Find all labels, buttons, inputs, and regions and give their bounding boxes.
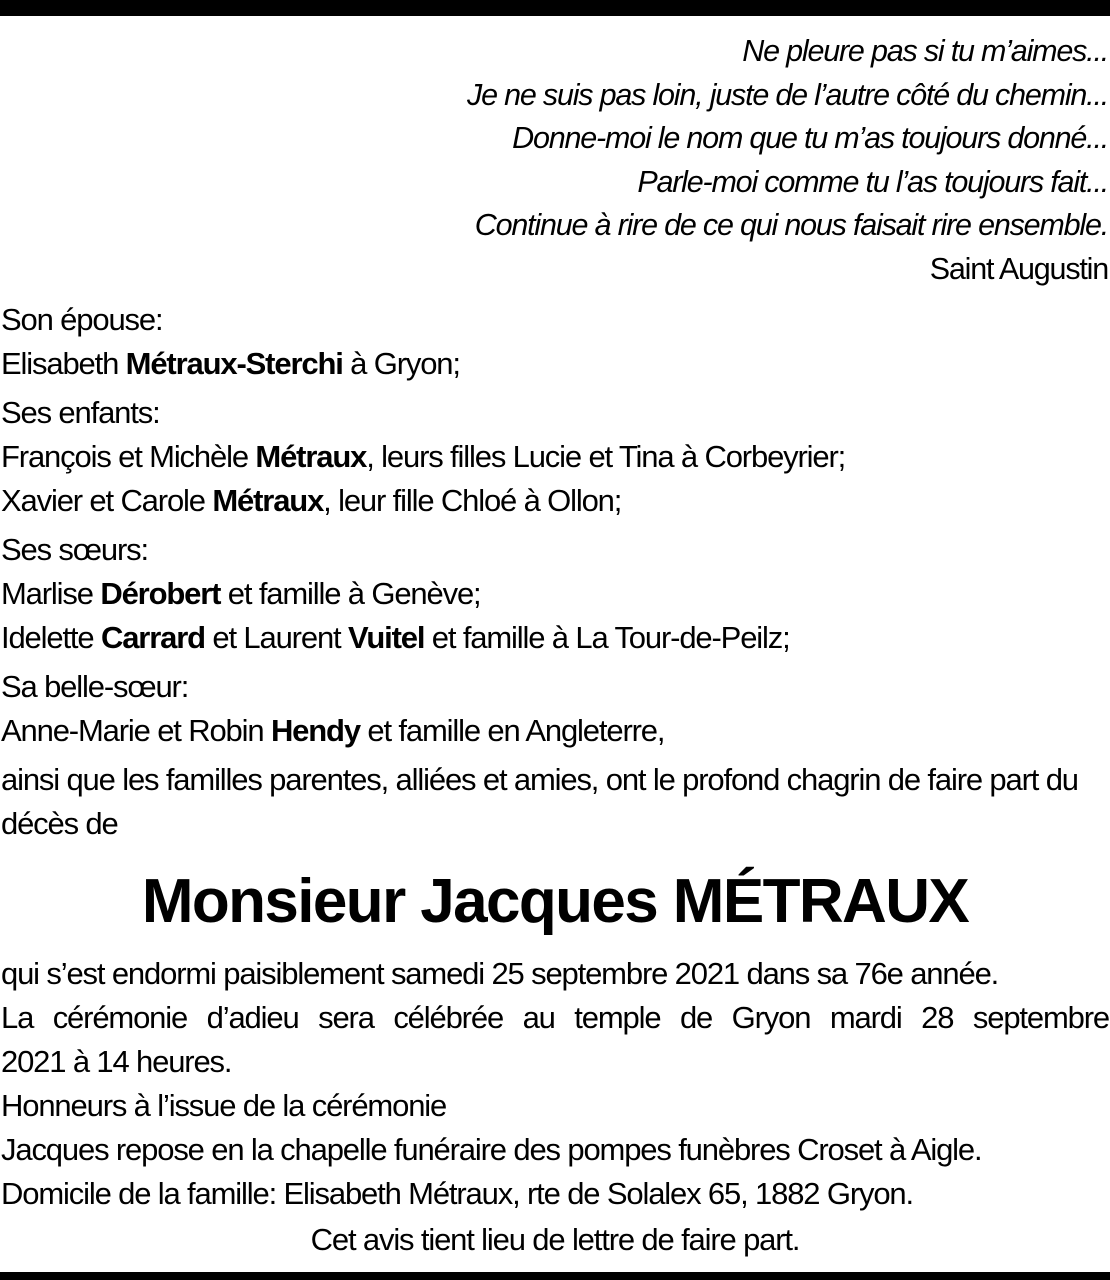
detail-line: 2021 à 14 heures. [1, 1044, 232, 1079]
child-line [1, 435, 1109, 479]
sisterinlaw-first: Anne-Marie et Robin [1, 713, 264, 748]
sister-last: Carrard [100, 620, 205, 655]
sister-line [1, 616, 1109, 660]
poem-line: Donne-moi le nom que tu m’as toujours donné... [512, 121, 1108, 156]
sister-rest: et famille à Genève; [227, 576, 481, 611]
child-first: François et Michèle [1, 439, 248, 474]
child-first: Xavier et Carole [1, 483, 205, 518]
sister-line [1, 572, 1109, 616]
child-last: Métraux [212, 483, 324, 518]
family-notice [1, 298, 1109, 846]
child-line [1, 479, 1109, 523]
bottom-border-rule [0, 1272, 1110, 1280]
sisters-heading: Ses sœurs: [1, 532, 148, 567]
children-group [1, 391, 1109, 523]
sisterinlaw-last: Hendy [270, 713, 360, 748]
spouse-line [1, 342, 1109, 386]
sisters-group [1, 528, 1109, 660]
sister-first: Idelette [1, 620, 94, 655]
sister-partner: et Laurent [212, 620, 341, 655]
spouse-rest: à Gryon; [350, 346, 460, 381]
sisterinlaw-line [1, 709, 1109, 753]
detail-line: qui s’est endormi paisiblement samedi 25 septembre 2021 dans sa 76e année. [1, 956, 999, 991]
sister-last: Dérobert [100, 576, 221, 611]
sisterinlaw-group [1, 665, 1109, 753]
detail-line: Domicile de la famille: Elisabeth Métraux, rte de Solalex 65, 1882 Gryon. [1, 1176, 913, 1211]
top-border-rule [0, 0, 1110, 16]
poem-line: Parle-moi comme tu l’as toujours fait... [637, 164, 1108, 199]
detail-line: La cérémonie d’adieu sera célébrée au temple de Gryon mardi 28 septembre [1, 1000, 1109, 1035]
child-last: Métraux [255, 439, 367, 474]
sister-first: Marlise [1, 576, 93, 611]
spouse-last: Métraux-Sterchi [125, 346, 343, 381]
child-rest: , leurs filles Lucie et Tina à Corbeyrier; [366, 439, 846, 474]
detail-line: Jacques repose en la chapelle funéraire des pompes funèbres Croset à Aigle. [1, 1132, 982, 1167]
poem-line: Je ne suis pas loin, juste de l’autre côté du chemin... [467, 77, 1108, 112]
poem-line: Ne pleure pas si tu m’aimes... [742, 34, 1108, 68]
spouse-heading: Son épouse: [1, 302, 163, 337]
ceremony-details [1, 952, 1109, 1216]
sister-partner-last: Vuitel [347, 620, 425, 655]
announcement-text: ainsi que les familles parentes, alliées et amies, ont le profond chagrin de faire part du décès de [1, 762, 1078, 841]
spouse-first: Elisabeth [1, 346, 119, 381]
sisterinlaw-heading: Sa belle-sœur: [1, 669, 189, 704]
detail-line: Honneurs à l’issue de la cérémonie [1, 1088, 447, 1123]
children-heading: Ses enfants: [1, 395, 160, 430]
poem-quote [8, 30, 1108, 292]
sister-rest: et famille à La Tour-de-Peilz; [431, 620, 790, 655]
poem-author: Saint Augustin [929, 251, 1108, 286]
spouse-group [1, 298, 1109, 386]
poem-line: Continue à rire de ce qui nous faisait rire ensemble. [474, 208, 1108, 243]
closing-note: Cet avis tient lieu de lettre de faire part. [310, 1222, 800, 1257]
sisterinlaw-rest: et famille en Angleterre, [367, 713, 665, 748]
deceased-name: Monsieur Jacques MÉTRAUX [141, 867, 969, 936]
child-rest: , leur fille Chloé à Ollon; [323, 483, 622, 518]
